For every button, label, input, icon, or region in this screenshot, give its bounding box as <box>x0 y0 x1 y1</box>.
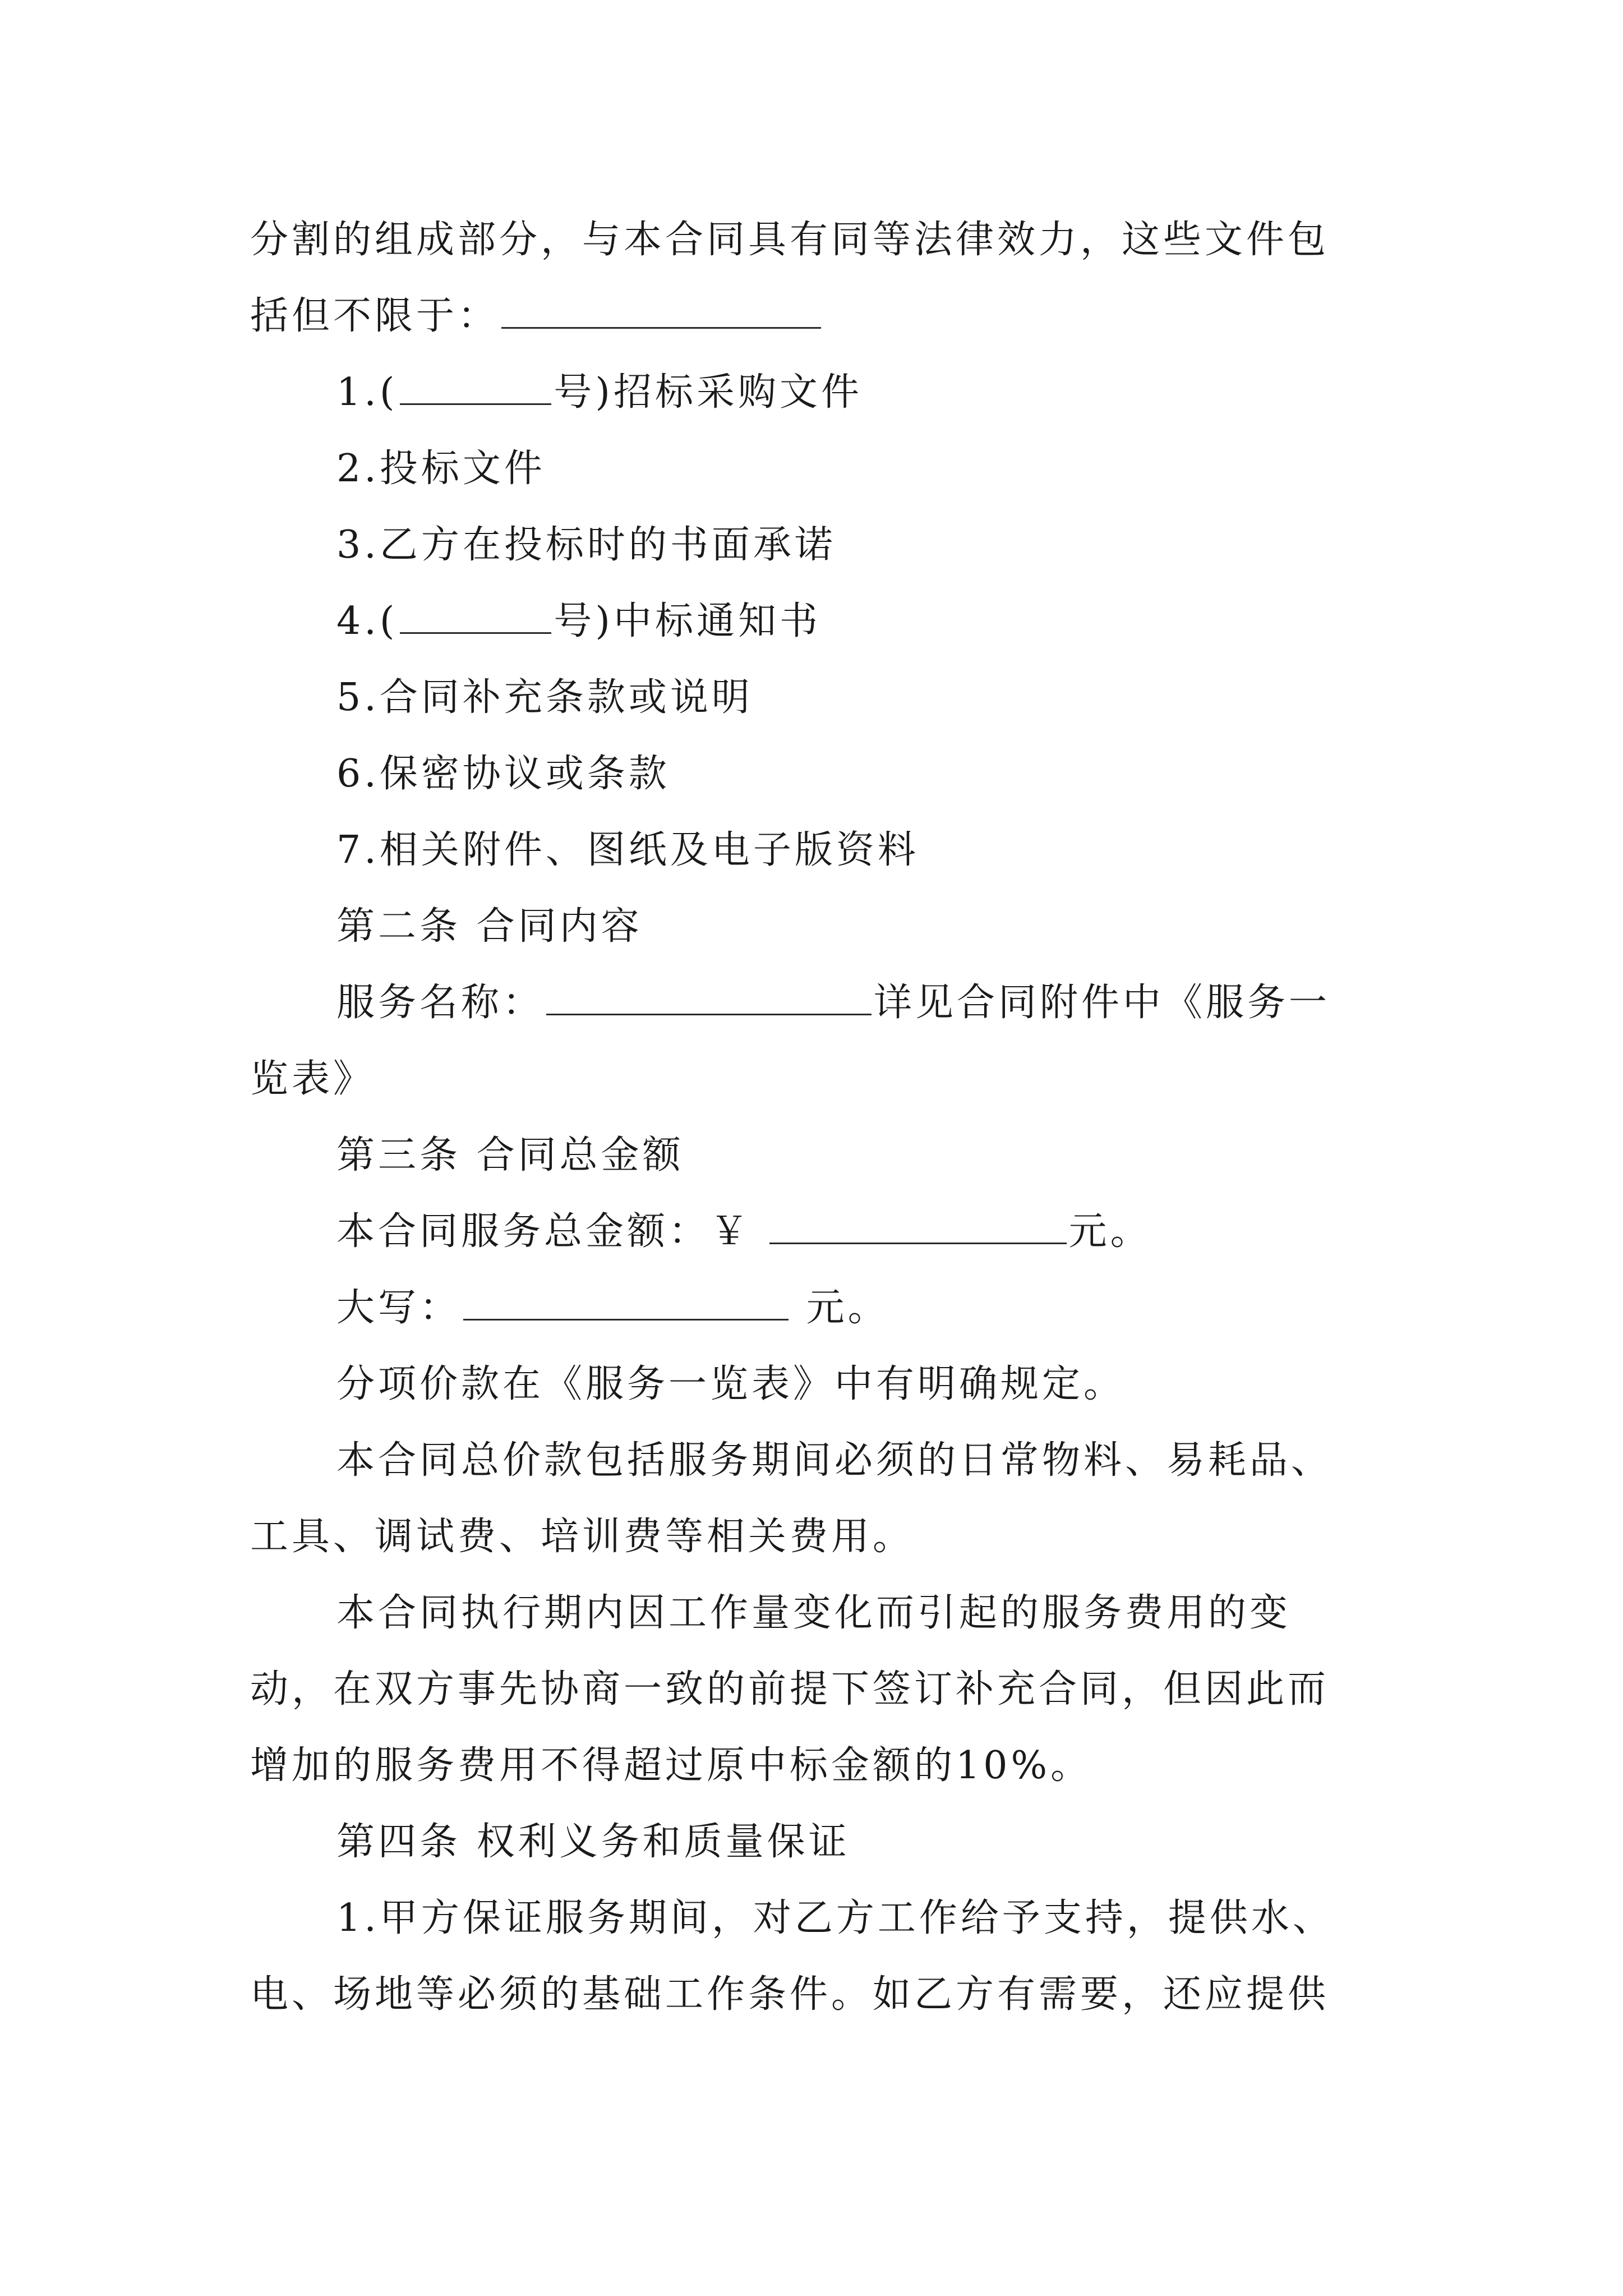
line-text: 元。 <box>1068 1209 1152 1254</box>
section-heading <box>250 1117 1405 1194</box>
fill-in-blank <box>501 296 821 329</box>
text-line <box>250 583 1405 660</box>
line-text: 3.乙方在投标时的书面承诺 <box>336 523 836 567</box>
line-text: 第四条 权利义务和质量保证 <box>336 1820 850 1864</box>
line-text: 1.甲方保证服务期间，对乙方工作给予支持，提供水、 <box>336 1896 1334 1940</box>
text-line <box>250 1423 1405 1499</box>
text-line <box>250 1270 1405 1346</box>
text-line <box>250 660 1405 736</box>
line-text: 分项价款在《服务一览表》中有明确规定。 <box>336 1362 1126 1406</box>
text-line <box>250 965 1405 1041</box>
line-text: 分割的组成部分，与本合同具有同等法律效力，这些文件包 <box>250 218 1330 262</box>
line-text: 4.( <box>336 599 398 643</box>
text-line <box>250 1651 1405 1728</box>
line-text: 5.合同补充条款或说明 <box>336 675 753 720</box>
text-line <box>250 507 1405 583</box>
text-line <box>250 812 1405 889</box>
line-text: 动，在双方事先协商一致的前提下签订补充合同，但因此而 <box>250 1667 1330 1711</box>
text-line <box>250 355 1405 431</box>
line-text: 号)中标通知书 <box>554 599 821 643</box>
text-line <box>250 736 1405 812</box>
line-text: 增加的服务费用不得超过原中标金额的10%。 <box>250 1743 1092 1788</box>
line-text: 6.保密协议或条款 <box>336 752 670 796</box>
text-line <box>250 202 1405 278</box>
text-line <box>250 1194 1405 1270</box>
line-text: 电、场地等必须的基础工作条件。如乙方有需要，还应提供 <box>250 1972 1330 2017</box>
line-text: 号)招标采购文件 <box>554 370 863 415</box>
text-line <box>250 1499 1405 1575</box>
fill-in-blank <box>769 1211 1067 1244</box>
text-line <box>250 1728 1405 1804</box>
section-heading <box>250 1804 1405 1880</box>
text-line <box>250 1957 1405 2033</box>
line-text: 2.投标文件 <box>336 447 546 491</box>
text-line <box>250 278 1405 355</box>
line-text: 大写： <box>336 1286 462 1330</box>
line-text: 第三条 合同总金额 <box>336 1133 684 1177</box>
fill-in-blank <box>400 601 551 634</box>
line-text: 7.相关附件、图纸及电子版资料 <box>336 828 919 872</box>
text-line <box>250 1041 1405 1117</box>
fill-in-blank <box>400 372 551 405</box>
fill-in-blank <box>546 982 872 1015</box>
text-line <box>250 431 1405 507</box>
text-line <box>250 1880 1405 1957</box>
line-text: 详见合同附件中《服务一 <box>874 981 1331 1025</box>
line-text: 工具、调试费、培训费等相关费用。 <box>250 1515 915 1559</box>
line-text: 本合同执行期内因工作量变化而引起的服务费用的变 <box>336 1591 1292 1635</box>
text-line <box>250 1346 1405 1423</box>
fill-in-blank <box>463 1287 789 1320</box>
line-text: 本合同总价款包括服务期间必须的日常物料、易耗品、 <box>336 1438 1333 1483</box>
text-line <box>250 1575 1405 1651</box>
line-text: 元。 <box>791 1286 889 1330</box>
line-text: 第二条 合同内容 <box>336 904 643 949</box>
line-text: 1.( <box>336 370 398 415</box>
line-text: 本合同服务总金额：￥ <box>336 1209 767 1254</box>
line-text: 服务名称： <box>336 981 545 1025</box>
line-text: 览表》 <box>250 1057 375 1101</box>
section-heading <box>250 889 1405 965</box>
line-text: 括但不限于： <box>250 294 500 338</box>
contract-text <box>250 202 1405 2033</box>
